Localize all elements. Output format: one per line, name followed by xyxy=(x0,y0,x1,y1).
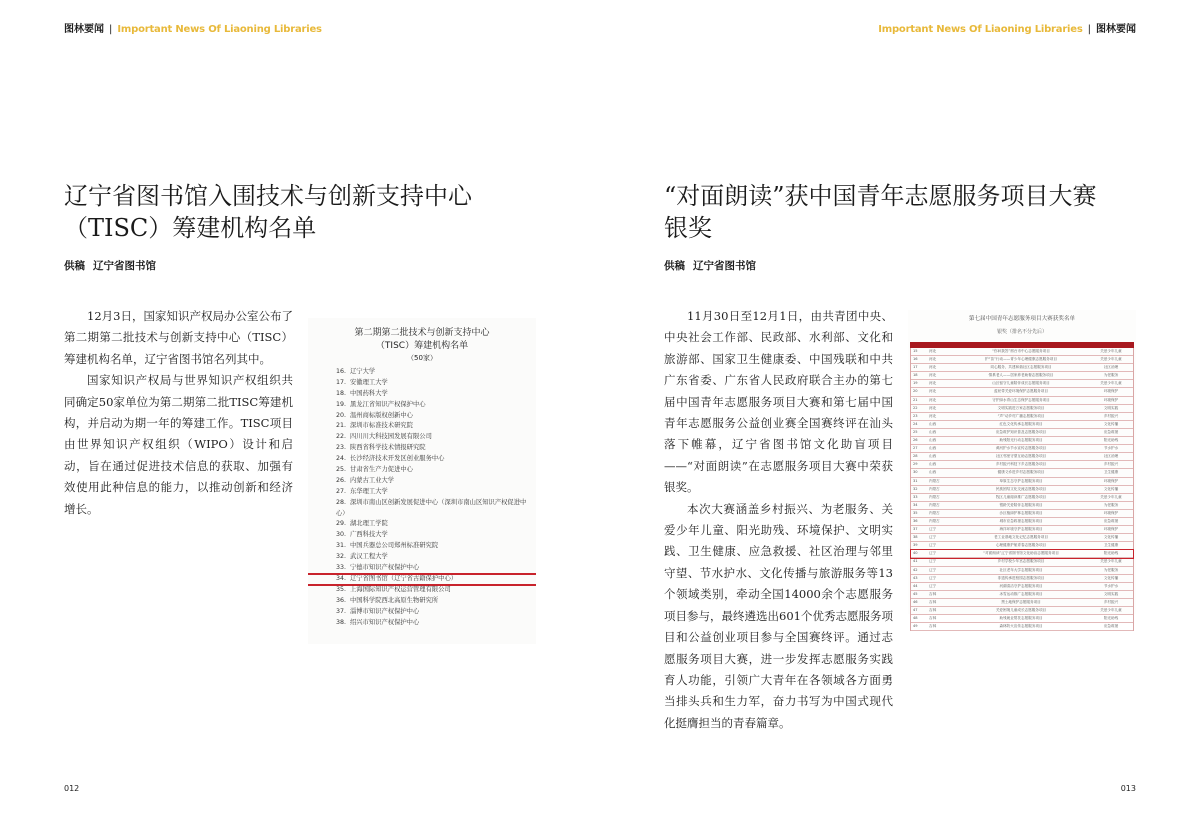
table-row xyxy=(911,534,1133,542)
table-row xyxy=(911,502,1133,510)
table-cell-prov: 河北 xyxy=(929,357,937,362)
tisc-list-item xyxy=(336,432,532,443)
table-cell-field: 文化传播 xyxy=(1103,535,1119,540)
title-line: 银奖 xyxy=(664,214,712,242)
table-cell-project: 草原生态守护志愿服务项目 xyxy=(999,478,1043,483)
table-cell-field: 节水护水 xyxy=(1103,583,1119,588)
table-cell-no: 36 xyxy=(913,518,918,523)
table-cell-no: 32 xyxy=(913,486,918,491)
table-cell-field: 关爱少年儿童 xyxy=(1100,608,1122,612)
table-cell-field: 文化传播 xyxy=(1103,486,1119,491)
table-row xyxy=(911,413,1133,421)
table-row xyxy=(911,437,1133,445)
tisc-item-name: 黑龙江省知识产权保护中心 xyxy=(350,400,426,408)
table-row xyxy=(911,494,1133,502)
table-row xyxy=(911,372,1133,380)
article-title xyxy=(64,180,544,244)
table-cell-project: 关爱困境儿童成长志愿服务项目 xyxy=(995,608,1047,612)
tisc-item-name: 甘肃省生产力促进中心 xyxy=(350,466,413,474)
table-cell-no: 42 xyxy=(913,567,918,572)
table-cell-field: 应急救援 xyxy=(1103,518,1119,523)
figure-subheading: 银奖（排名不分先后） xyxy=(996,329,1047,335)
table-cell-no: 30 xyxy=(913,470,918,475)
table-cell-no: 44 xyxy=(913,583,918,588)
tisc-item-number: 33. xyxy=(336,564,347,572)
tisc-list-item xyxy=(336,618,532,629)
header-english: Important News Of Liaoning Libraries xyxy=(117,24,322,35)
table-cell-field: 环境保护 xyxy=(1103,389,1119,394)
table-cell-no: 39 xyxy=(913,543,918,548)
table-row xyxy=(911,591,1133,599)
table-cell-project: 牧区儿童阅读推广志愿服务项目 xyxy=(995,494,1047,499)
tisc-item-name: 辽宁大学 xyxy=(350,368,376,375)
tisc-item-name: 长沙经济技术开发区创业服务中心 xyxy=(350,455,445,463)
table-cell-project: 应急救护知识普及志愿服务项目 xyxy=(995,429,1047,434)
table-cell-field: 文明实践 xyxy=(1103,405,1119,410)
table-cell-prov: 内蒙古 xyxy=(929,478,940,483)
table-cell-no: 41 xyxy=(913,559,918,564)
table-cell-project: “声”动乡村广播志愿服务项目 xyxy=(997,413,1045,418)
table-cell-no: 33 xyxy=(913,494,918,499)
tisc-item-name: 广西科技大学 xyxy=(350,531,388,539)
table-row xyxy=(911,599,1133,607)
table-cell-field: 阳光助残 xyxy=(1103,616,1119,621)
tisc-list-item xyxy=(336,541,532,552)
tisc-item-name: 辽宁省图书馆（辽宁省古籍保护中心） xyxy=(350,574,458,582)
tisc-item-number: 25. xyxy=(336,466,347,474)
tisc-item-number: 28. xyxy=(336,498,347,506)
table-cell-no: 47 xyxy=(913,608,918,612)
table-cell-no: 34 xyxy=(913,502,918,507)
table-cell-no: 23 xyxy=(913,413,918,418)
tisc-item-number: 29. xyxy=(336,520,347,528)
table-row xyxy=(911,510,1133,518)
table-row xyxy=(911,364,1133,372)
table-cell-project: 社区老年大学志愿服务项目 xyxy=(999,567,1043,572)
tisc-item-number: 22. xyxy=(336,433,347,441)
table-cell-field: 关爱少年儿童 xyxy=(1100,381,1122,386)
table-cell-no: 17 xyxy=(913,365,918,370)
tisc-list-item xyxy=(336,454,532,465)
table-cell-no: 35 xyxy=(913,510,918,515)
table-cell-prov: 山西 xyxy=(929,438,937,443)
table-cell-field: 文化传播 xyxy=(1103,575,1119,580)
table-cell-no: 49 xyxy=(913,624,918,629)
tisc-list-item xyxy=(336,421,532,432)
table-cell-field: 文明实践 xyxy=(1103,591,1119,596)
tisc-item-name: 东华理工大学 xyxy=(350,487,388,495)
table-row xyxy=(911,518,1133,526)
table-row xyxy=(911,550,1133,558)
header-english: Important News Of Liaoning Libraries xyxy=(878,24,1083,35)
table-cell-project: 乡村学校少年宫志愿服务项目 xyxy=(997,559,1045,564)
table-row xyxy=(911,356,1133,364)
tisc-item-name: 中国兵器总公司郑州标准研究院 xyxy=(350,542,439,550)
table-cell-field: 节水护水 xyxy=(1103,446,1119,451)
tisc-item-name: 中国药科大学 xyxy=(350,389,388,397)
table-cell-no: 31 xyxy=(913,478,918,483)
table-cell-prov: 河北 xyxy=(929,365,937,370)
table-cell-field: 社区治理 xyxy=(1103,365,1119,370)
table-cell-field: 关爱少年儿童 xyxy=(1100,559,1122,564)
table-cell-project: 同心服务，共建和谐社区志愿服务项目 xyxy=(990,365,1052,370)
table-cell-prov: 辽宁 xyxy=(929,575,937,580)
figure-subheading: （50家） xyxy=(407,354,437,362)
title-line: “对面朗读”获中国青年志愿服务项目大赛 xyxy=(664,182,1097,210)
table-cell-field: 应急救援 xyxy=(1103,429,1119,434)
tisc-item-number: 35. xyxy=(336,585,347,593)
table-cell-prov: 辽宁 xyxy=(929,583,937,588)
table-cell-field: 环境保护 xyxy=(1103,510,1119,515)
table-cell-project: “你问我答”邢台市中心志愿服务项目 xyxy=(992,349,1050,353)
article-body xyxy=(664,306,893,734)
table-cell-project: 黑土地保护志愿服务项目 xyxy=(1001,599,1041,604)
table-cell-field: 社区治理 xyxy=(1103,454,1119,459)
tisc-item-number: 23. xyxy=(336,444,347,452)
table-cell-no: 25 xyxy=(913,429,918,434)
table-cell-prov: 河北 xyxy=(929,405,937,410)
header-category: 图林要闻 xyxy=(1096,24,1136,35)
table-cell-field: 卫生健康 xyxy=(1103,543,1119,548)
table-cell-project: 助残阳光行动志愿服务项目 xyxy=(999,438,1043,443)
table-cell-project: 情系老人——居家养老助餐志愿服务项目 xyxy=(988,373,1054,378)
tisc-list-item xyxy=(336,389,532,400)
table-cell-prov: 河北 xyxy=(929,349,937,353)
table-cell-prov: 山西 xyxy=(929,429,937,434)
table-row xyxy=(911,469,1133,477)
tisc-item-number: 26. xyxy=(336,476,347,484)
table-cell-field: 环境保护 xyxy=(1103,478,1119,483)
tisc-item-name: 四川川大科技园发展有限公司 xyxy=(350,433,432,441)
table-cell-prov: 吉林 xyxy=(929,599,937,604)
tisc-item-number: 32. xyxy=(336,553,347,561)
right-page xyxy=(600,0,1200,827)
table-cell-project: 助残就业帮扶志愿服务项目 xyxy=(999,616,1043,621)
paragraph: 国家知识产权局与世界知识产权组织共同确定50家单位为第二期第二批TISC筹建机构，并启动为期一年的筹建工作。TISC项目由世界知识产权组织（WIPO）设计和启动，旨在通过促进技术信息的获取、加强有效使用此种信息的能力，以推动创新和经济增长。 xyxy=(64,373,293,516)
table-cell-no: 27 xyxy=(913,446,918,451)
tisc-item-number: 34. xyxy=(336,574,347,582)
table-cell-field: 乡村振兴 xyxy=(1103,413,1119,418)
table-cell-no: 43 xyxy=(913,575,918,580)
tisc-item-name: 宁德市知识产权保护中心 xyxy=(350,564,420,572)
table-cell-no: 38 xyxy=(913,535,918,540)
table-row xyxy=(911,623,1133,631)
tisc-list-item xyxy=(336,367,532,378)
table-row xyxy=(911,575,1133,583)
table-cell-no: 37 xyxy=(913,527,918,532)
figure-heading: 第七届中国青年志愿服务项目大赛获奖名单 xyxy=(968,316,1076,322)
table-cell-field: 乡村振兴 xyxy=(1103,599,1119,604)
page-number: 012 xyxy=(64,784,80,793)
table-cell-project: 海洋环境守护志愿服务项目 xyxy=(999,527,1043,532)
tisc-list-item xyxy=(336,465,532,476)
table-cell-no: 16 xyxy=(913,357,918,362)
tisc-list-item xyxy=(336,487,532,498)
table-cell-project: 沙区植绿护林志愿服务项目 xyxy=(999,510,1043,515)
table-row xyxy=(911,615,1133,623)
table-cell-no: 26 xyxy=(913,438,918,443)
table-row xyxy=(911,567,1133,575)
table-row xyxy=(911,461,1133,469)
tisc-list-item xyxy=(336,574,532,585)
table-cell-prov: 山西 xyxy=(929,421,937,426)
table-cell-project: 社区邻里守望互助志愿服务项目 xyxy=(995,454,1047,459)
table-cell-no: 19 xyxy=(913,381,918,386)
tisc-list-item xyxy=(336,607,532,618)
table-cell-prov: 辽宁 xyxy=(929,567,937,572)
tisc-list-item xyxy=(336,378,532,389)
table-cell-field: 关爱少年儿童 xyxy=(1100,494,1122,499)
table-cell-field: 环境保护 xyxy=(1103,527,1119,532)
table-cell-prov: 辽宁 xyxy=(929,551,937,556)
tisc-item-number: 17. xyxy=(336,378,347,386)
table-cell-project: 健康义诊进乡村志愿服务项目 xyxy=(997,470,1045,475)
table-cell-no: 48 xyxy=(913,616,918,621)
table-cell-prov: 山西 xyxy=(929,470,937,475)
tisc-item-name: 上海国际知识产权运营管理有限公司 xyxy=(350,585,451,593)
table-row xyxy=(911,380,1133,388)
table-cell-field: 文化传播 xyxy=(1103,421,1119,426)
table-cell-project: 红色文化传承志愿服务项目 xyxy=(999,421,1043,426)
table-cell-prov: 吉林 xyxy=(929,624,937,629)
table-cell-prov: 河北 xyxy=(929,389,937,394)
tisc-item-name: 内蒙古工业大学 xyxy=(350,476,395,484)
contributor-name: 辽宁省图书馆 xyxy=(93,260,156,272)
table-cell-field: 应急救援 xyxy=(1103,624,1119,629)
tisc-list-item xyxy=(336,596,532,607)
tisc-item-number: 16. xyxy=(336,368,347,375)
table-cell-field: 环境保护 xyxy=(1103,397,1119,402)
page-header xyxy=(64,20,322,35)
table-row xyxy=(911,607,1133,615)
table-row xyxy=(911,478,1133,486)
paragraph: 12月3日，国家知识产权局办公室公布了第二期第二批技术与创新支持中心（TISC）筹建机构名单，辽宁省图书馆名列其中。 xyxy=(64,309,293,366)
table-cell-project: 文明实践进万家志愿服务项目 xyxy=(997,405,1045,410)
contributor xyxy=(664,258,764,273)
figure-heading: （TISC）筹建机构名单 xyxy=(375,341,469,351)
table-cell-project: “对面朗读”辽宁省图书馆文化助盲志愿服务项目 xyxy=(983,551,1059,556)
table-cell-prov: 内蒙古 xyxy=(929,518,940,523)
table-cell-project: 老工业基地文化记忆志愿服务项目 xyxy=(994,535,1048,540)
table-cell-prov: 内蒙古 xyxy=(929,486,940,491)
tisc-list-item xyxy=(336,530,532,541)
tisc-list-item xyxy=(336,519,532,530)
table-cell-field: 乡村振兴 xyxy=(1103,462,1119,467)
table-cell-project: 蓝丝带关爱环境保护志愿服务项目 xyxy=(994,389,1048,394)
tisc-item-number: 20. xyxy=(336,411,347,419)
table-cell-project: 黄河护水节水宣传志愿服务项目 xyxy=(995,446,1047,451)
table-row xyxy=(911,486,1133,494)
table-cell-no: 20 xyxy=(913,389,918,394)
table-cell-prov: 河北 xyxy=(929,373,937,378)
tisc-item-name: 绍兴市知识产权保护中心 xyxy=(350,618,420,626)
tisc-item-name: 淄博市知识产权保护中心 xyxy=(350,607,420,615)
table-cell-no: 40 xyxy=(913,551,918,556)
table-cell-prov: 辽宁 xyxy=(929,535,937,540)
award-rows xyxy=(910,348,1134,631)
table-cell-prov: 内蒙古 xyxy=(929,502,940,507)
table-cell-prov: 山西 xyxy=(929,454,937,459)
page-number: 013 xyxy=(1120,784,1136,793)
highlight-line xyxy=(308,573,536,575)
tisc-item-name: 安徽理工大学 xyxy=(350,378,388,386)
table-cell-project: 民族团结文化交流志愿服务项目 xyxy=(995,486,1047,491)
table-row xyxy=(911,348,1133,356)
table-cell-field: 阳光助残 xyxy=(1103,551,1119,556)
table-cell-prov: 河北 xyxy=(929,413,937,418)
figure-heading: 第二期第二批技术与创新支持中心 xyxy=(354,328,490,338)
tisc-list-item xyxy=(336,411,532,422)
table-cell-prov: 吉林 xyxy=(929,608,937,612)
article-body xyxy=(64,306,293,520)
tisc-item-number: 24. xyxy=(336,455,347,463)
table-cell-prov: 吉林 xyxy=(929,616,937,621)
table-cell-prov: 河北 xyxy=(929,381,937,386)
table-cell-no: 22 xyxy=(913,405,918,410)
table-cell-project: 冰雪运动推广志愿服务项目 xyxy=(999,591,1043,596)
table-cell-prov: 内蒙古 xyxy=(929,494,940,499)
table-cell-field: 为老服务 xyxy=(1103,567,1119,572)
table-cell-prov: 吉林 xyxy=(929,591,937,596)
tisc-list-item xyxy=(336,400,532,411)
table-cell-project: 非遗传承进校园志愿服务项目 xyxy=(997,575,1045,580)
paragraph: 本次大赛涵盖乡村振兴、为老服务、关爱少年儿童、阳光助残、环境保护、文明实践、卫生健康、应急救援、社区治理与邻里守望、节水护水、文化传播与旅游服务等13个领域类别，牵动全国14000余个志愿服务项目参与，最终遴选出601个优秀志愿服务项目和公益创业项目参与全国赛终评。通过志愿服务项目大赛，进一步发挥志愿服务实践育人功能，引领广大青年在各领域各方面勇当排头兵和生力军，奋力书写为中国式现代化挺膺担当的青春篇章。 xyxy=(664,501,893,730)
table-cell-project: 森林防火宣传志愿服务项目 xyxy=(999,624,1043,629)
table-cell-prov: 山西 xyxy=(929,446,937,451)
table-cell-project: 银龄关爱陪伴志愿服务项目 xyxy=(999,502,1043,507)
tisc-item-number: 27. xyxy=(336,487,347,495)
tisc-item-name: 温州商标版权创新中心 xyxy=(350,411,413,419)
table-row xyxy=(911,445,1133,453)
tisc-item-number: 36. xyxy=(336,596,347,604)
tisc-list-item xyxy=(336,552,532,563)
table-cell-project: 护“苗”行动——青少年心理健康志愿服务项目 xyxy=(984,357,1057,362)
table-cell-no: 15 xyxy=(913,349,918,353)
tisc-items xyxy=(336,367,532,628)
table-cell-project: 心理健康护航青春志愿服务项目 xyxy=(995,543,1047,548)
tisc-list-figure xyxy=(308,318,536,644)
table-cell-project: 乡村振兴科技下乡志愿服务项目 xyxy=(995,462,1047,467)
table-cell-prov: 辽宁 xyxy=(929,543,937,548)
tisc-item-number: 19. xyxy=(336,400,347,408)
table-cell-no: 18 xyxy=(913,373,918,378)
table-cell-prov: 辽宁 xyxy=(929,559,937,564)
tisc-item-name: 中国科学院西北高原生物研究所 xyxy=(350,596,439,604)
table-cell-no: 45 xyxy=(913,591,918,596)
table-cell-field: 关爱少年儿童 xyxy=(1100,357,1122,362)
header-separator: | xyxy=(1087,24,1091,35)
tisc-item-name: 陕西省科学技术情报研究院 xyxy=(350,444,426,452)
tisc-item-number: 18. xyxy=(336,389,347,397)
title-line: 辽宁省图书馆入围技术与创新支持中心 xyxy=(64,182,472,210)
table-cell-no: 46 xyxy=(913,599,918,604)
title-line: （TISC）筹建机构名单 xyxy=(64,214,317,242)
tisc-item-name: 深圳市标准技术研究院 xyxy=(350,422,413,430)
table-cell-project: 河湖清洁守护志愿服务项目 xyxy=(999,583,1043,588)
tisc-item-name: 武汉工程大学 xyxy=(350,553,388,561)
header-separator: | xyxy=(109,24,113,35)
table-cell-field: 为老服务 xyxy=(1103,373,1119,378)
tisc-item-number: 30. xyxy=(336,531,347,539)
table-cell-no: 29 xyxy=(913,462,918,467)
tisc-item-number: 31. xyxy=(336,542,347,550)
table-cell-project: 城市应急救援志愿服务项目 xyxy=(999,518,1043,523)
header-category: 图林要闻 xyxy=(64,24,104,35)
table-cell-no: 21 xyxy=(913,397,918,402)
table-row xyxy=(911,405,1133,413)
table-row xyxy=(911,429,1133,437)
table-cell-project: 山区留守儿童陪伴成长志愿服务项目 xyxy=(992,381,1050,386)
table-cell-prov: 山西 xyxy=(929,462,937,467)
table-row xyxy=(911,558,1133,566)
contributor-label: 供稿 xyxy=(664,260,685,272)
article-title xyxy=(664,180,1144,244)
tisc-item-number: 21. xyxy=(336,422,347,430)
table-row xyxy=(911,397,1133,405)
table-row xyxy=(911,526,1133,534)
table-cell-prov: 内蒙古 xyxy=(929,510,940,515)
table-cell-field: 关爱少年儿童 xyxy=(1100,349,1122,353)
tisc-list-item xyxy=(336,585,532,596)
tisc-item-number: 37. xyxy=(336,607,347,615)
table-cell-prov: 河北 xyxy=(929,397,937,402)
contributor-label: 供稿 xyxy=(64,260,85,272)
contributor xyxy=(64,258,164,273)
table-cell-project: 守护绿水青山生态保护志愿服务项目 xyxy=(992,397,1050,402)
page-header xyxy=(878,20,1136,35)
paragraph: 11月30日至12月1日，由共青团中央、中央社会工作部、民政部、水利部、文化和旅游部、国家卫生健康委、中国残联和中共广东省委、广东省人民政府联合主办的第七届中国青年志愿服务项目大赛和第七届中国青年志愿服务公益创业赛全国赛终评在汕头落下帷幕，辽宁省图书馆文化助盲项目——“对面朗读”在志愿服务项目大赛中荣获银奖。 xyxy=(664,309,893,495)
table-cell-field: 阳光助残 xyxy=(1103,438,1119,443)
table-row xyxy=(911,453,1133,461)
table-cell-no: 28 xyxy=(913,454,918,459)
table-row xyxy=(911,583,1133,591)
table-cell-prov: 辽宁 xyxy=(929,527,937,532)
table-cell-no: 24 xyxy=(913,421,918,426)
contributor-name: 辽宁省图书馆 xyxy=(693,260,756,272)
tisc-list-item xyxy=(336,476,532,487)
tisc-list-item xyxy=(336,443,532,454)
table-row xyxy=(911,388,1133,396)
tisc-list-item xyxy=(336,498,532,520)
table-cell-field: 卫生健康 xyxy=(1103,470,1119,475)
award-table-figure xyxy=(908,310,1136,629)
tisc-item-number: 38. xyxy=(336,618,347,626)
table-row xyxy=(911,542,1133,550)
table-row xyxy=(911,421,1133,429)
tisc-item-name: 深圳市南山区创新发展促进中心（深圳市南山区知识产权促进中心） xyxy=(336,498,527,517)
tisc-item-name: 湖北理工学院 xyxy=(350,520,388,528)
table-cell-field: 为老服务 xyxy=(1103,502,1119,507)
